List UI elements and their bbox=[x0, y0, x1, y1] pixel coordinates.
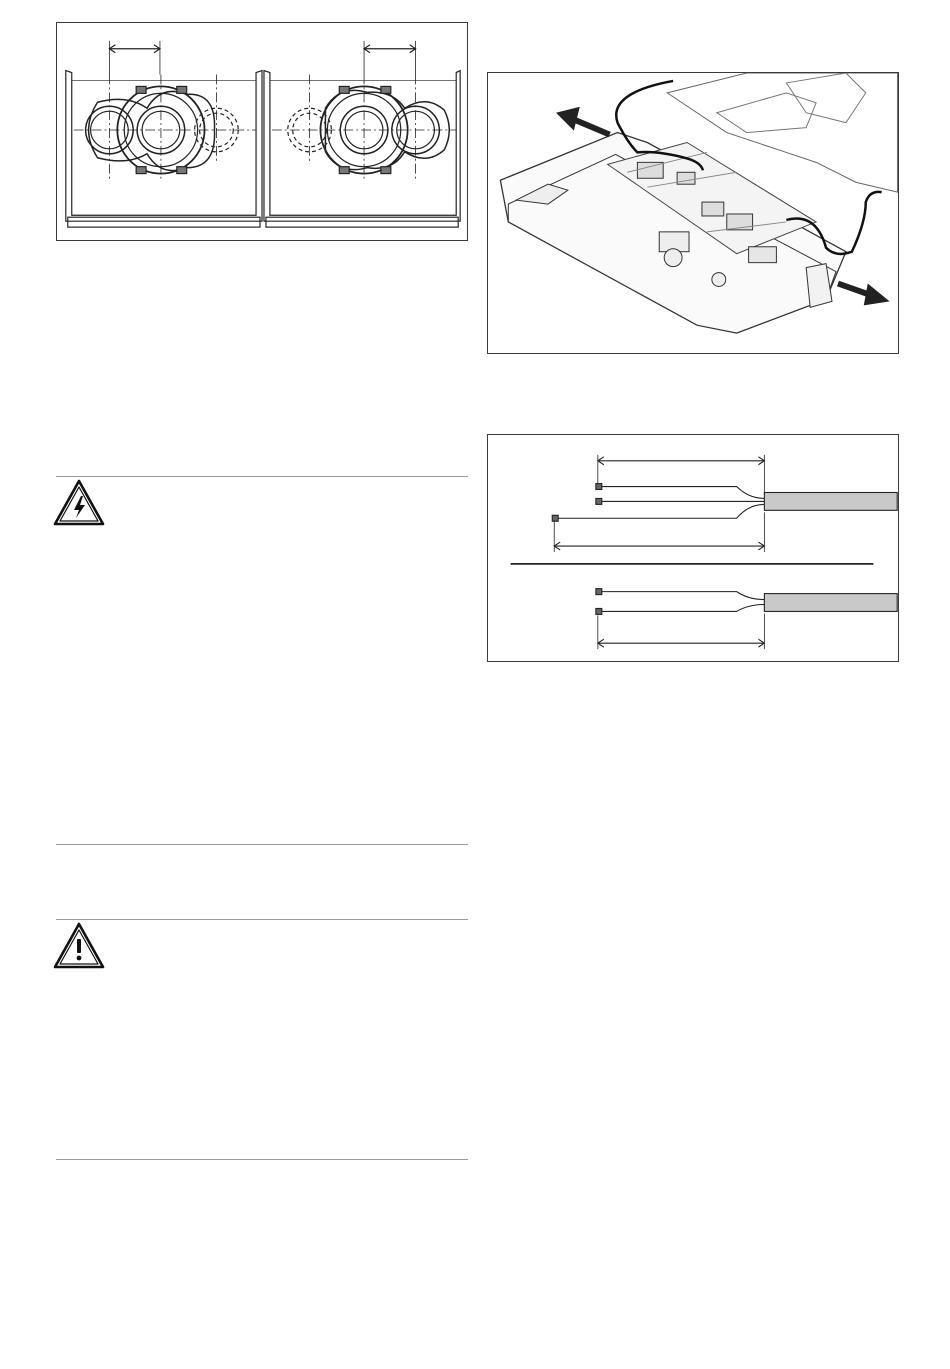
cable-sheath-3-wire bbox=[764, 492, 897, 510]
cable-stripping-dimensions-figure bbox=[487, 434, 899, 662]
cable-exit-arrow-left bbox=[572, 119, 610, 135]
section-rule bbox=[56, 844, 468, 845]
cable-stripping-drawing bbox=[488, 435, 898, 661]
section-rule bbox=[56, 1159, 468, 1160]
section-rule bbox=[56, 919, 468, 920]
cable-grommet-figure bbox=[56, 22, 468, 241]
exclamation-warning-icon bbox=[52, 921, 106, 971]
control-box-drawing bbox=[488, 73, 898, 353]
cable-grommet-drawing bbox=[57, 23, 467, 240]
section-rule bbox=[56, 476, 468, 477]
control-box-cable-routing-figure bbox=[487, 72, 899, 354]
lightning-warning-icon bbox=[52, 478, 106, 528]
cable-sheath-2-wire bbox=[764, 594, 897, 612]
